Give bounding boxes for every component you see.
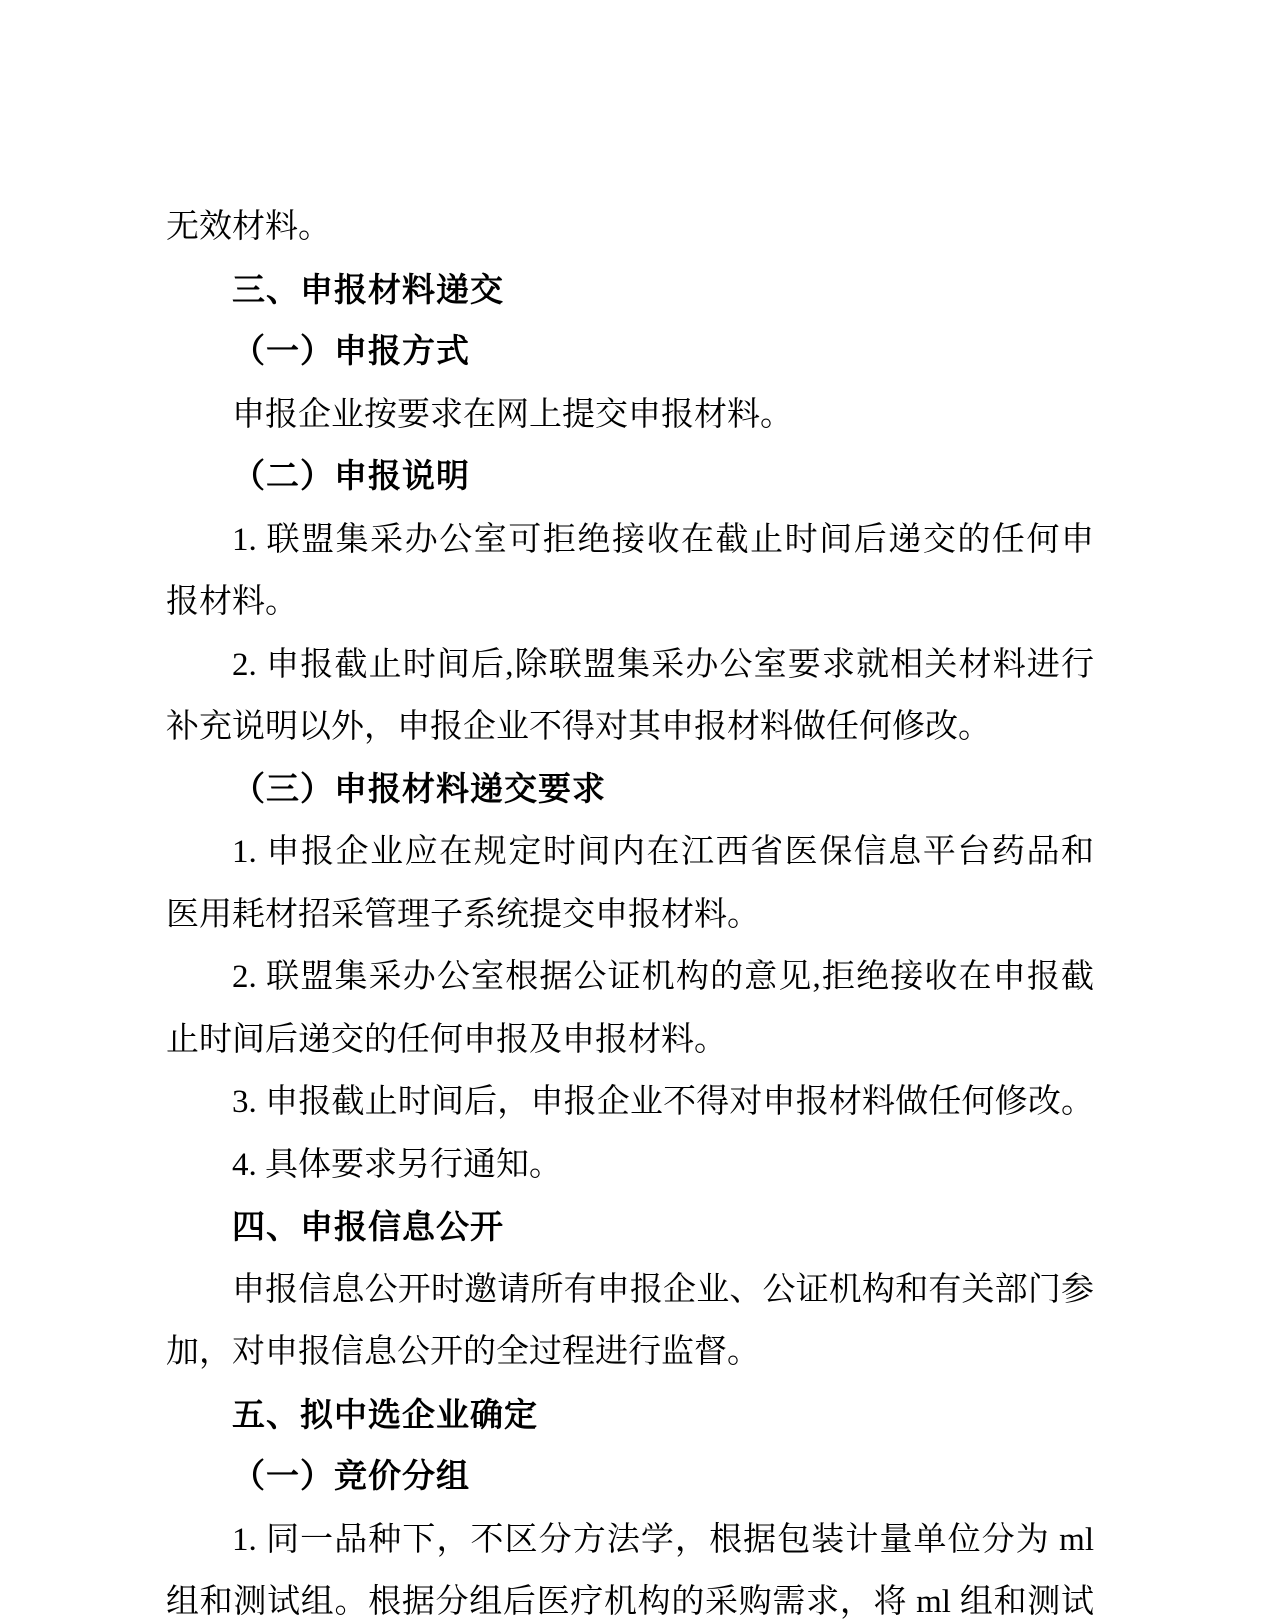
body-line-item-1: 1. 申报企业应在规定时间内在江西省医保信息平台药品和 (232, 834, 1094, 870)
body-line-continuation: 无效材料。 (166, 209, 331, 245)
body-line-continuation: 补充说明以外，申报企业不得对其申报材料做任何修改。 (166, 709, 991, 745)
subsection-heading-3-3: （三）申报材料递交要求 (232, 771, 606, 808)
body-line: 申报信息公开时邀请所有申报企业、公证机构和有关部门参 (232, 1271, 1094, 1308)
section-heading-3: 三、申报材料递交 (232, 270, 504, 308)
body-line-item-1: 1. 同一品种下，不区分方法学，根据包装计量单位分为 ml (232, 1521, 1094, 1558)
section-heading-4: 四、申报信息公开 (232, 1208, 504, 1245)
body-line-continuation: 报材料。 (166, 584, 298, 620)
section-heading-5: 五、拟中选企业确定 (232, 1395, 538, 1433)
subsection-heading-3-2: （二）申报说明 (232, 459, 470, 495)
body-line-item-3: 3. 申报截止时间后，申报企业不得对申报材料做任何修改。 (232, 1084, 1094, 1120)
body-line-continuation: 加，对申报信息公开的全过程进行监督。 (166, 1334, 760, 1370)
body-line-continuation: 止时间后递交的任何申报及申报材料。 (166, 1021, 727, 1058)
body-line-item-2: 2. 申报截止时间后,除联盟集采办公室要求就相关材料进行 (232, 646, 1094, 683)
body-line-item-1: 1. 联盟集采办公室可拒绝接收在截止时间后递交的任何申 (232, 521, 1094, 558)
body-line-item-2: 2. 联盟集采办公室根据公证机构的意见,拒绝接收在申报截 (232, 959, 1094, 995)
subsection-heading-5-1: （一）竞价分组 (232, 1459, 470, 1495)
body-line-continuation: 组和测试组。根据分组后医疗机构的采购需求，将 ml 组和测试 (166, 1584, 1094, 1620)
body-line-item-4: 4. 具体要求另行通知。 (232, 1146, 562, 1183)
subsection-heading-3-1: （一）申报方式 (232, 334, 470, 370)
body-line-continuation: 医用耗材招采管理子系统提交申报材料。 (166, 896, 760, 933)
body-line: 申报企业按要求在网上提交申报材料。 (232, 396, 793, 433)
